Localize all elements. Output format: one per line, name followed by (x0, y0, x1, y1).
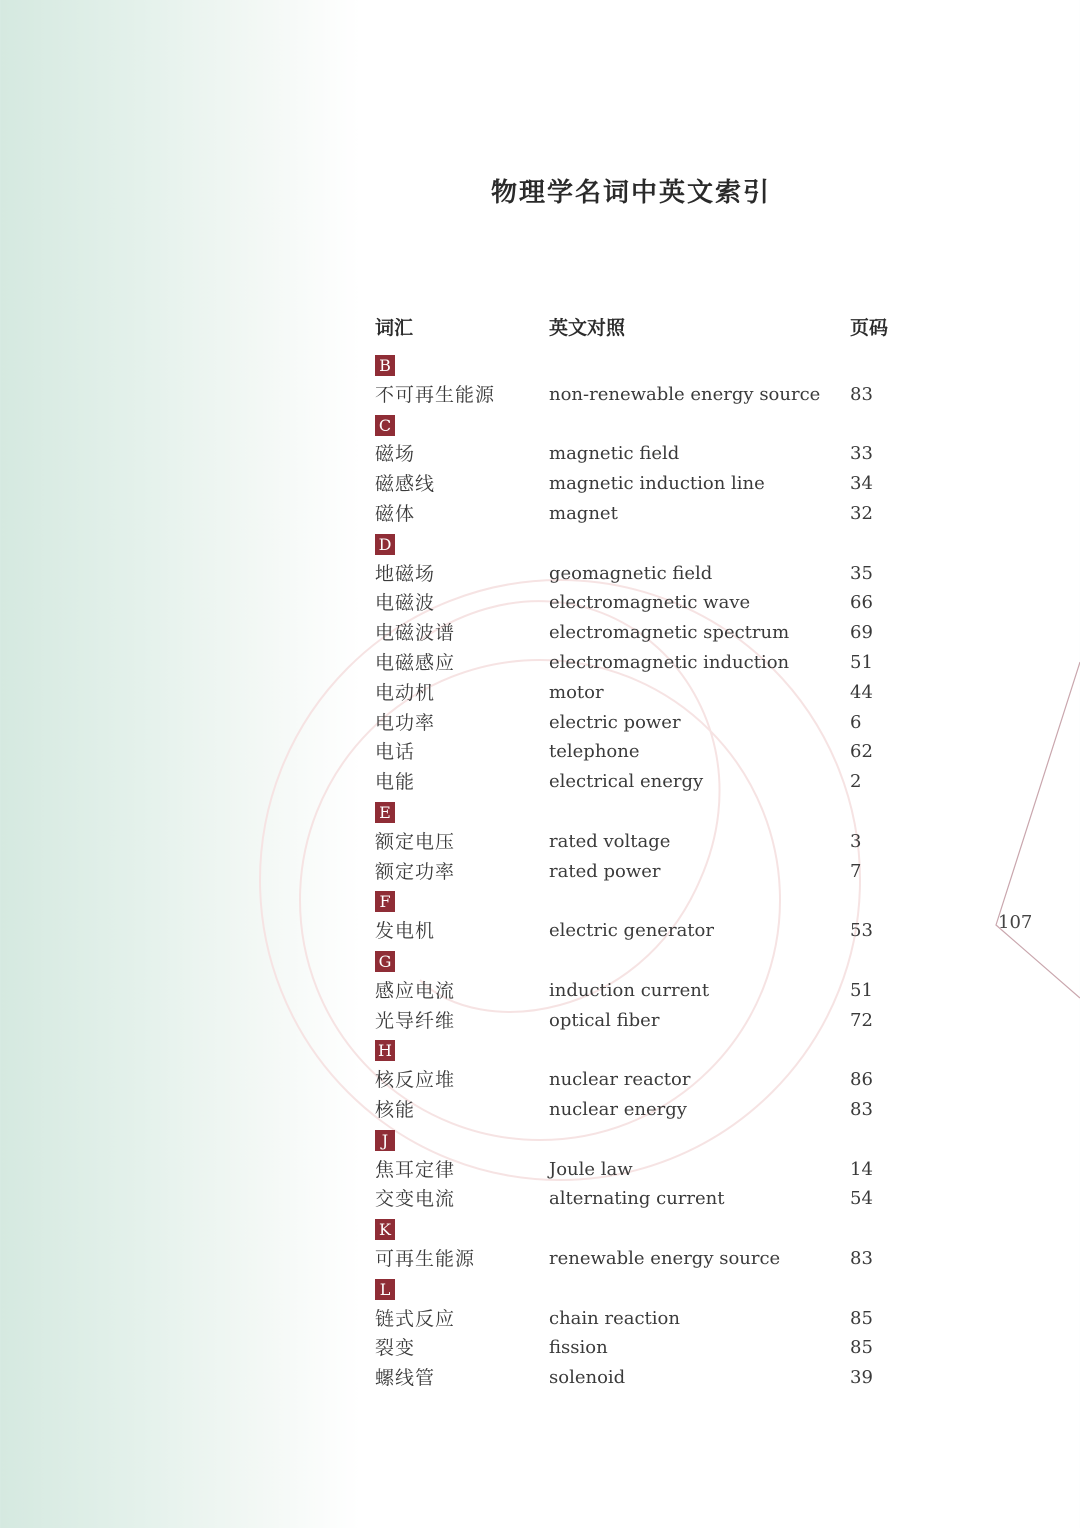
term-english: electromagnetic wave (549, 592, 751, 614)
page-number: 107 (998, 912, 1033, 933)
term-chinese: 磁感线 (375, 473, 436, 496)
term-chinese: 核能 (375, 1099, 416, 1121)
section-letter-h: H (375, 1040, 395, 1061)
term-english: non-renewable energy source (549, 383, 821, 405)
term-english: electric power (549, 711, 681, 733)
term-page: 53 (850, 920, 873, 942)
index-row (0, 1363, 1080, 1393)
section-letter-j: J (375, 1130, 395, 1151)
section-letter-d: D (375, 534, 395, 555)
index-row (0, 976, 1080, 1006)
index-row (0, 916, 1080, 946)
term-english: renewable energy source (549, 1248, 781, 1269)
term-chinese: 电能 (375, 771, 416, 794)
term-page: 69 (850, 622, 873, 644)
term-english: telephone (549, 741, 640, 763)
index-row (0, 1184, 1080, 1214)
index-row (0, 737, 1080, 767)
index-row (0, 618, 1080, 648)
term-english: chain reaction (549, 1307, 680, 1329)
term-page: 72 (850, 1009, 873, 1031)
term-english: magnetic field (549, 443, 680, 465)
term-chinese: 电磁波谱 (375, 622, 456, 645)
index-row (0, 1095, 1080, 1125)
index-row (0, 678, 1080, 708)
index-row (0, 1065, 1080, 1095)
term-page: 66 (850, 592, 873, 614)
term-page: 2 (850, 771, 862, 793)
term-chinese: 磁体 (375, 503, 416, 525)
term-chinese: 发电机 (375, 920, 436, 943)
term-english: magnet (549, 503, 618, 524)
index-row (0, 1006, 1080, 1036)
term-english: rated power (549, 860, 661, 882)
section-letter-l: L (375, 1279, 395, 1300)
term-page: 3 (850, 830, 862, 852)
index-row (0, 827, 1080, 857)
term-english: motor (549, 681, 604, 703)
term-chinese: 焦耳定律 (375, 1158, 456, 1181)
index-row (0, 708, 1080, 738)
term-chinese: 电功率 (375, 711, 436, 734)
term-english: electromagnetic spectrum (549, 622, 790, 644)
term-page: 85 (850, 1307, 873, 1329)
term-page: 14 (850, 1158, 873, 1180)
term-english: nuclear energy (549, 1099, 687, 1120)
term-english: alternating current (549, 1188, 725, 1210)
term-english: rated voltage (549, 830, 671, 852)
section-letter-k: K (375, 1219, 395, 1240)
section-letter-c: C (375, 415, 395, 436)
index-row (0, 648, 1080, 678)
term-english: solenoid (549, 1367, 626, 1389)
term-page: 83 (850, 1248, 873, 1269)
term-chinese: 额定功率 (375, 860, 456, 883)
term-chinese: 核反应堆 (375, 1069, 456, 1092)
term-page: 83 (850, 383, 873, 405)
term-page: 34 (850, 473, 873, 495)
term-page: 83 (850, 1099, 873, 1120)
term-english: optical fiber (549, 1009, 660, 1031)
term-english: magnetic induction line (549, 473, 765, 495)
term-english: nuclear reactor (549, 1069, 691, 1091)
term-chinese: 电磁感应 (375, 652, 456, 674)
index-row (0, 559, 1080, 589)
term-page: 39 (850, 1367, 873, 1389)
term-chinese: 裂变 (375, 1337, 416, 1360)
index-row (0, 499, 1080, 529)
term-page: 85 (850, 1337, 873, 1359)
term-chinese: 不可再生能源 (375, 383, 496, 406)
term-page: 7 (850, 860, 862, 882)
header-page: 页码 (850, 317, 889, 339)
term-english: electromagnetic induction (549, 652, 790, 673)
term-chinese: 电动机 (375, 681, 436, 704)
term-chinese: 电话 (375, 741, 416, 764)
term-english: induction current (549, 979, 710, 1001)
term-chinese: 交变电流 (375, 1188, 456, 1211)
term-page: 44 (850, 681, 873, 703)
term-chinese: 链式反应 (375, 1307, 456, 1330)
index-row (0, 1333, 1080, 1363)
section-letter-g: G (375, 951, 395, 972)
term-english: electric generator (549, 920, 714, 942)
term-chinese: 光导纤维 (375, 1009, 456, 1032)
index-row (0, 588, 1080, 618)
term-page: 32 (850, 503, 873, 524)
term-page: 86 (850, 1069, 873, 1091)
term-english: fission (549, 1337, 608, 1359)
term-chinese: 额定电压 (375, 830, 456, 853)
term-page: 51 (850, 652, 873, 673)
term-page: 51 (850, 979, 873, 1001)
section-letter-f: F (375, 891, 395, 912)
index-row (0, 469, 1080, 499)
term-page: 6 (850, 711, 862, 733)
index-row (0, 380, 1080, 410)
term-page: 33 (850, 443, 873, 465)
term-chinese: 磁场 (375, 443, 416, 466)
section-letter-e: E (375, 802, 395, 823)
term-page: 62 (850, 741, 873, 763)
term-chinese: 感应电流 (375, 979, 456, 1002)
term-chinese: 电磁波 (375, 592, 436, 615)
term-chinese: 地磁场 (375, 562, 436, 585)
term-page: 35 (850, 562, 873, 584)
index-row (0, 857, 1080, 887)
index-row (0, 1304, 1080, 1334)
term-english: geomagnetic field (549, 562, 713, 584)
header-english: 英文对照 (549, 317, 626, 339)
term-english: electrical energy (549, 771, 704, 793)
index-row (0, 767, 1080, 797)
term-chinese: 可再生能源 (375, 1248, 476, 1270)
index-row (0, 1155, 1080, 1185)
term-chinese: 螺线管 (375, 1367, 436, 1390)
index-row (0, 1244, 1080, 1274)
header-term: 词汇 (375, 317, 414, 339)
section-letter-b: B (375, 355, 395, 376)
index-row (0, 439, 1080, 469)
term-page: 54 (850, 1188, 873, 1210)
page-title: 物理学名词中英文索引 (490, 178, 771, 208)
term-english: Joule law (549, 1158, 633, 1180)
